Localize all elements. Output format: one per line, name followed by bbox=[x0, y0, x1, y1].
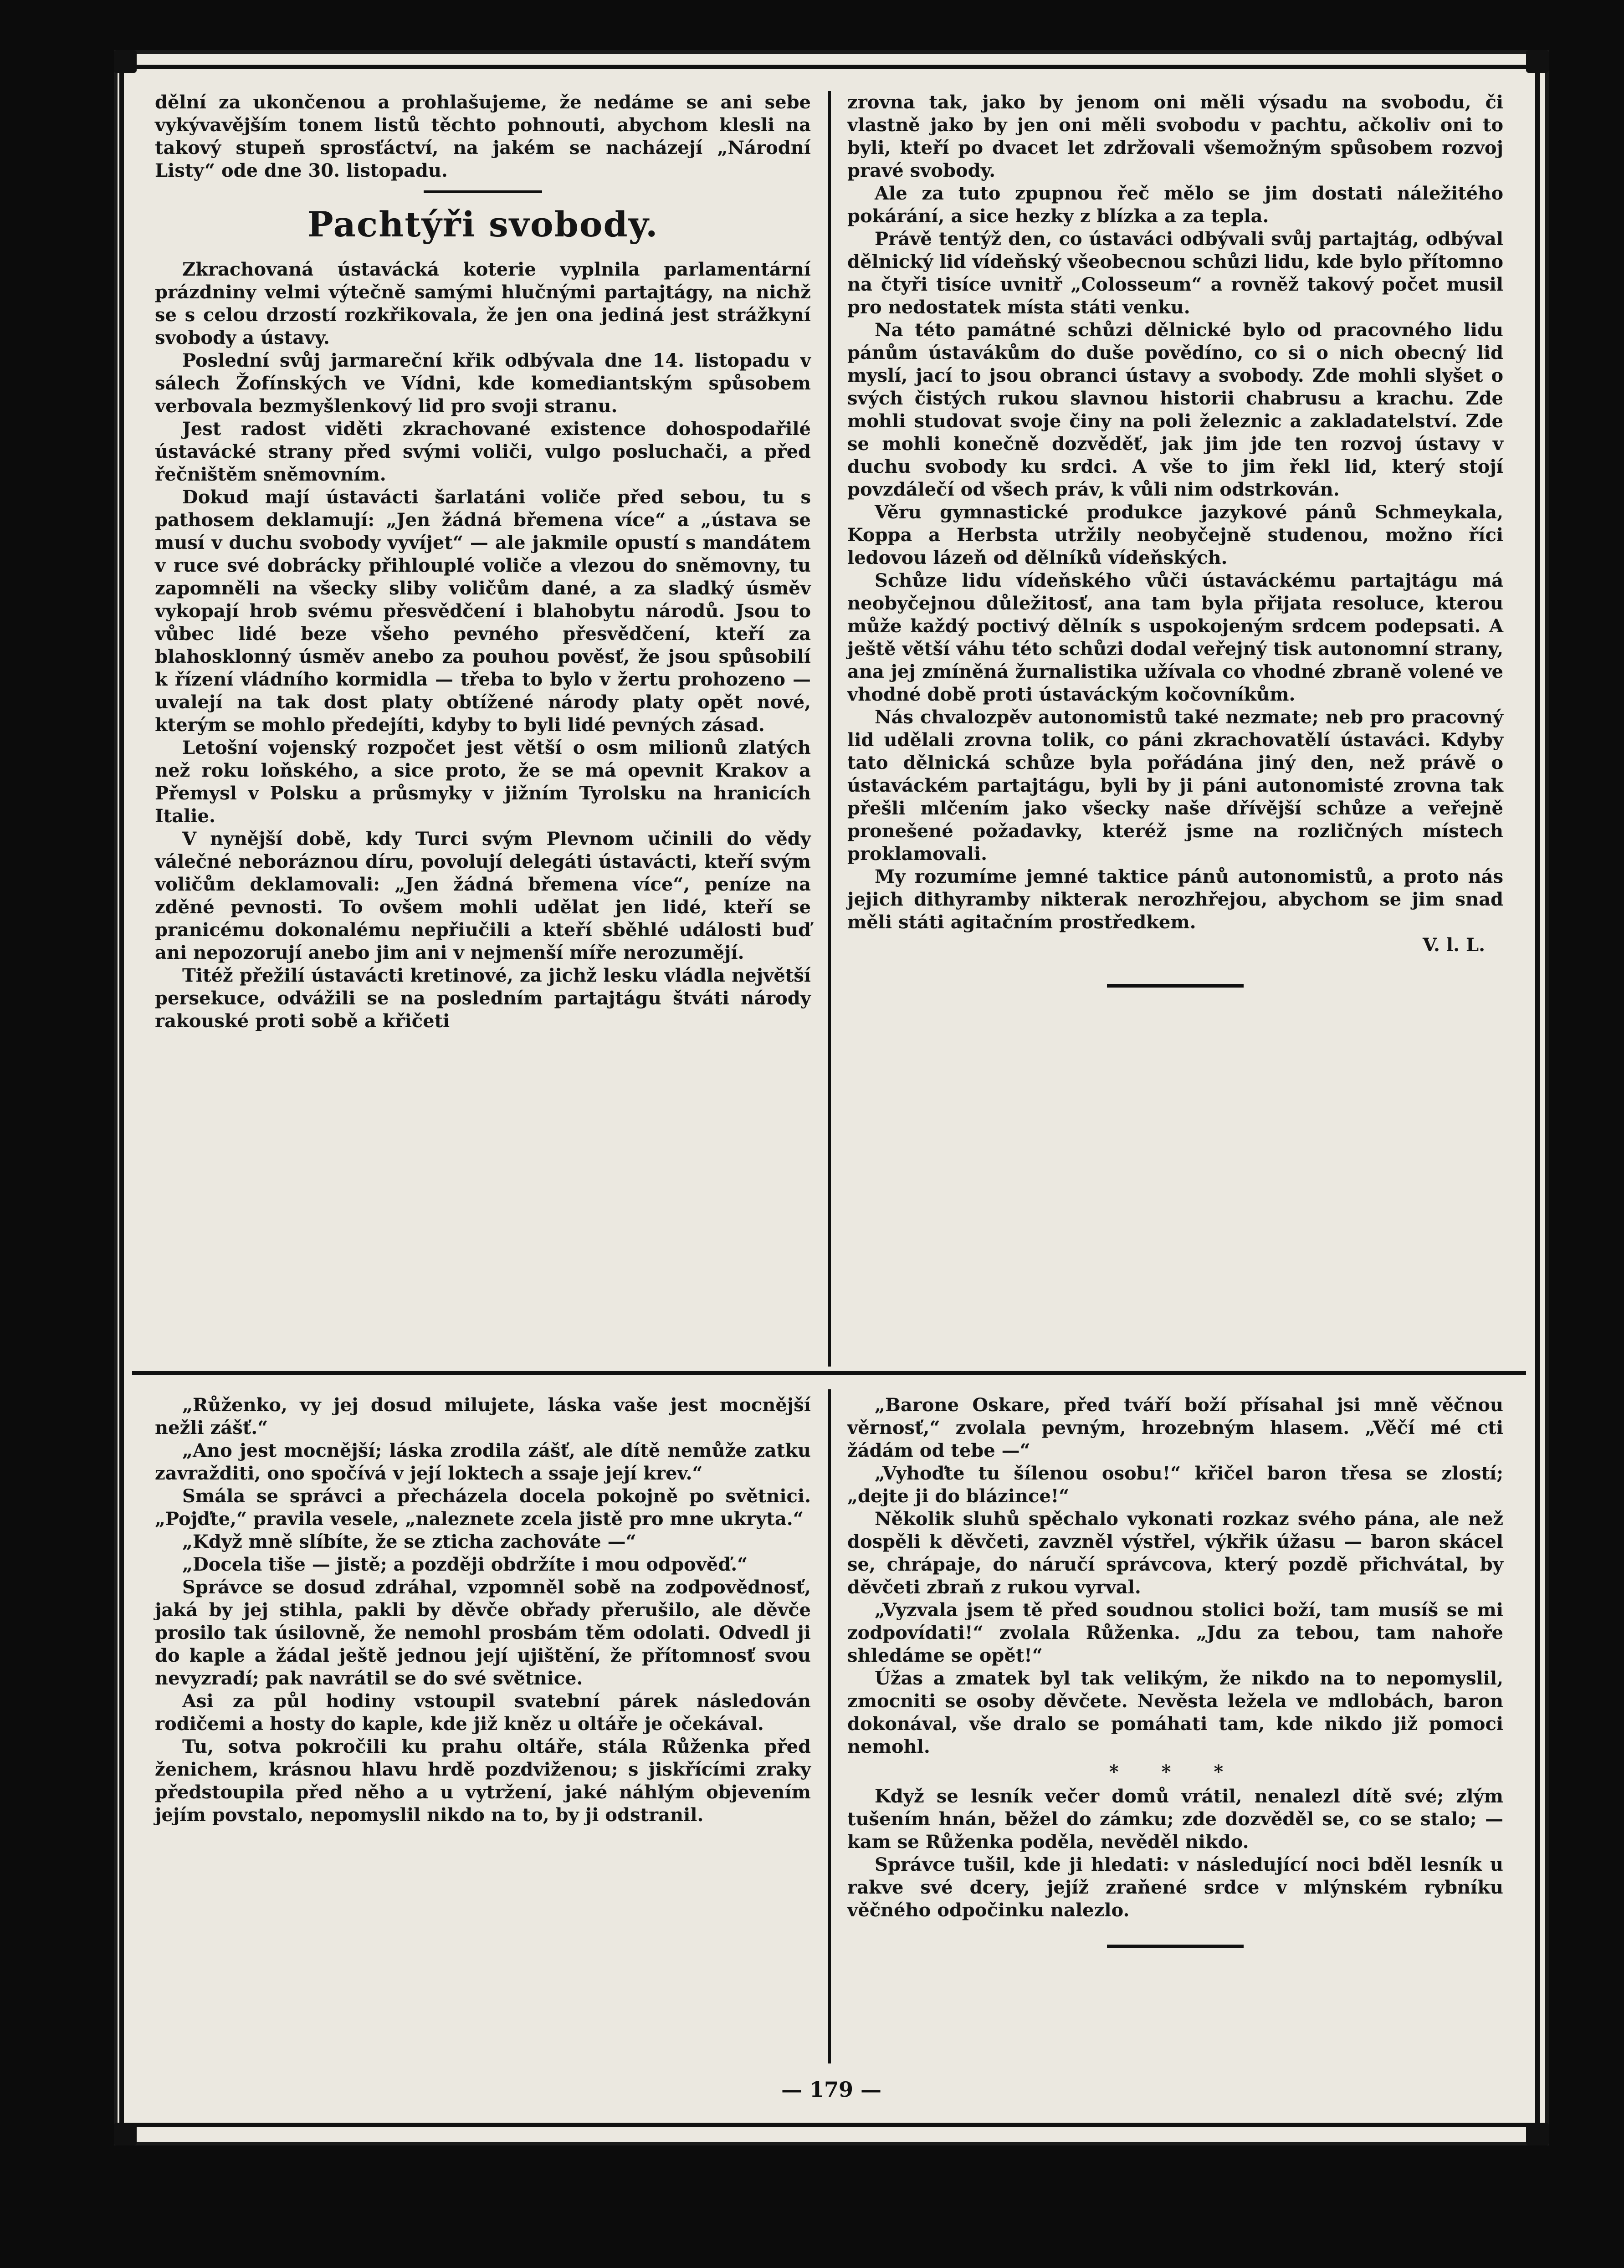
article-paragraph: Letošní vojenský rozpočet jest větší o osm milionů zlatých než roku loňského, a sice proto, že se má opevnit Krakov a Přemysl v Polsku a průsmyky v jižním Tyrolsku na hranicích Italie. bbox=[155, 737, 811, 827]
story-paragraph: Správce se dosud zdráhal, vzpomněl sobě na zodpovědnosť, jaká by jej stihla, pakli by děvče obřady přerušilo, ale děvče prosilo tak úsilovně, že nemohl prosbám těm odolati. Odvedl ji do kaple a žádal ještě jednou její ujištění, že přítomnosť svou nevyzradí; pak navrátil se do své světnice. bbox=[155, 1577, 811, 1689]
story-paragraph: Tu, sotva pokročili ku prahu oltáře, stála Růženka před ženichem, krásnou hlavu hrdě pozdviženou; s jiskřícími zraky předstoupila před něho a u vytržení, jaké náhlým objevením jejím povstalo, nepomyslil nikdo na to, by ji odstranil. bbox=[155, 1736, 811, 1826]
corner-ornament bbox=[114, 50, 137, 73]
article-paragraph: Dokud mají ústavácti šarlatáni voliče před sebou, tu s pathosem deklamují: „Jen žádná břemena více“ a „ústava se musí v duchu svobody vyvíjet“ — ale jakmile opustí s mandátem v ruce své dobrácky přihlouplé voliče a vlezou do sněmovny, tu zapomněli na všecky sliby voličům dané, a za sladký úsměv vykopají hrob svému přesvědčení i blahobytu národů. Jsou to vůbec lidé beze všeho pevného přesvědčení, kteří za blahosklonný úsměv anebo za pouhou pověsť, že jsou spůsobilí k řízení vládního kormidla — třeba to bylo v žertu prohozeno — uvalejí na tak dost platy obtížené národy platy opět nové, kterým se mohlo předejíti, kdyby to byli lidé pevných zásad. bbox=[155, 486, 811, 736]
corner-ornament bbox=[114, 2123, 137, 2145]
column-divider-top bbox=[828, 91, 831, 1367]
article-paragraph: Věru gymnastické produkce jazykové pánů Schmeykala, Koppa a Herbsta utržily neobyčejně studenou, možno říci ledovou lázeň od dělníků vídeňských. bbox=[847, 502, 1503, 568]
column-bottom-right bbox=[847, 1394, 1503, 1948]
article-paragraph: Zkrachovaná ústavácká koterie vyplnila parlamentární prázdniny velmi výtečně samými hlučnými partajtágy, na nichž se s celou drzostí rozkřikovala, že jen ona jediná jest strážkyní svobody a ústavy. bbox=[155, 259, 811, 348]
article-paragraph: My rozumíme jemné taktice pánů autonomistů, a proto nás jejich dithyramby nikterak nerozhřejou, abychom se jim snad měli státi agitačním prostředkem. bbox=[847, 866, 1503, 933]
corner-ornament bbox=[1526, 2123, 1549, 2145]
story-paragraph: „Růženko, vy jej dosud milujete, láska vaše jest mocnější nežli zášť.“ bbox=[155, 1394, 811, 1439]
story-paragraph: „Ano jest mocnější; láska zrodila zášť, ale dítě nemůže zatku zavražditi, ono spočívá v její loktech a ssaje její krev.“ bbox=[155, 1440, 811, 1484]
story-paragraph: „Barone Oskare, před tváří boží přísahal jsi mně věčnou věrnosť,“ zvolala pevným, hrozebným hlasem. „Věčí mé cti žádám od tebe —“ bbox=[847, 1394, 1503, 1461]
newspaper-page bbox=[114, 50, 1549, 2145]
story-paragraph: „Když mně slíbíte, že se zticha zachováte —“ bbox=[182, 1531, 636, 1552]
column-top-right bbox=[847, 91, 1503, 988]
section-stars: * * * bbox=[1109, 1761, 1242, 1782]
section-divider bbox=[132, 1371, 1526, 1375]
article-headline: Pachtýři svobody. bbox=[307, 204, 659, 245]
story-paragraph: Několik sluhů spěchalo vykonati rozkaz svého pána, ale než dospěli k děvčeti, zavzněl výstřel, výkřik úžasu — baron skácel se, chrápaje, do náručí správcova, který pozdě přichvátal, by děvčeti zbraň z rukou vyrval. bbox=[847, 1508, 1503, 1598]
end-rule bbox=[1107, 984, 1244, 988]
page-number: — 179 — bbox=[781, 2077, 882, 2102]
story-paragraph: Smála se správci a přecházela docela pokojně po světnici. „Pojďte,“ pravila vesele, „naleznete zcela jistě pro mne ukryta.“ bbox=[155, 1485, 811, 1530]
article-paragraph: Na této památné schůzi dělnické bylo od pracovného lidu pánům ústavákům do duše povědíno, co si o nich obecný lid myslí, jací to jsou obranci ústavy a svobody. Zde mohli slyšet o svých čistých rukou slavnou historii chabrusu a krachu. Zde mohli studovat svoje činy na poli železnic a zakladatelství. Zde se mohli konečně dozvěděť, jak jim jde ten rozvoj ústavy v duchu svobody ku srdci. A vše to jim řekl lid, který stojí povzdálečí od všech práv, k vůli nim odstrkován. bbox=[847, 319, 1503, 500]
story-paragraph: „Vyhoďte tu šílenou osobu!“ křičel baron třesa se zlostí; „dejte ji do blázince!“ bbox=[847, 1463, 1503, 1507]
continued-paragraph: dělní za ukončenou a prohlašujeme, že nedáme se ani sebe vykývavějším tonem listů těchto pohnouti, abychom klesli na takový stupeň sprosťáctví, na jakém se nacházejí „Národní Listy“ ode dne 30. listopadu. bbox=[155, 92, 811, 181]
article-paragraph: Jest radost viděti zkrachované existence dohospodařilé ústavácké strany před svými voliči, vulgo posluchači, a před řečništěm sněmovním. bbox=[155, 418, 811, 485]
column-top-left bbox=[155, 91, 811, 1033]
article-paragraph: Poslední svůj jarmareční křik odbývala dne 14. listopadu v sálech Žofínských ve Vídni, kde komediantským spůsobem verbovala bezmyšlenkový lid pro svoji stranu. bbox=[155, 350, 811, 417]
column-divider-bottom bbox=[828, 1389, 831, 2063]
headline-rule bbox=[424, 190, 542, 193]
story-paragraph: Když se lesník večer domů vrátil, nenalezl dítě své; zlým tušením hnán, běžel do zámku; zde dozvěděl se, co se stalo; — kam se Růženka poděla, nevěděl nikdo. bbox=[847, 1786, 1503, 1853]
story-paragraph: Správce tušil, kde ji hledati: v následující noci bděl lesník u rakve své dcery, jejíž zraňené srdce v mlýnském rybníku věčného odpočinku nalezlo. bbox=[847, 1854, 1503, 1921]
article-paragraph: Právě tentýž den, co ústaváci odbývali svůj partajtág, odbýval dělnický lid vídeňský všeobecnou schůzi lidu, kde bylo přítomno na čtyři tisíce uvnitř „Colosseum“ a rovněž takový počet musil pro nedostatek místa státi venku. bbox=[847, 228, 1503, 318]
article-signature: V. l. L. bbox=[1423, 934, 1485, 956]
article-paragraph: Nás chvalozpěv autonomistů také nezmate; neb pro pracovný lid udělali zrovna tolik, co páni zkrachovatělí ústaváci. Kdyby tato dělnická schůze byla pořádána jiný den, než právě o ústaváckém partajtágu, byli by ji páni autonomisté zrovna tak přešli mlčením jako všecky naše dřívější schůze a veřejně pronešené požadavky, kteréž jsme na rozličných místech proklamovali. bbox=[847, 707, 1503, 865]
article-paragraph: zrovna tak, jako by jenom oni měli výsadu na svobodu, či vlastně jako by jen oni měli svobodu v pachtu, ačkoliv oni to byli, kteří po dvacet let zdržovali všemožným spůsobem rozvoj pravé svobody. bbox=[847, 92, 1503, 181]
column-bottom-left bbox=[155, 1394, 811, 1827]
article-paragraph: V nynější době, kdy Turci svým Plevnom učinili do vědy válečné neboráznou díru, povolují delegáti ústavácti, kteří svým voličům deklamovali: „Jen žádná břemena více“, peníze na zděné pevnosti. To ovšem mohli udělat jen lidé, kteří se pranicému dokonalému nepřiučili a kteří sběhlé události buď ani nepozorují anebo jim ani v nejmenší míře nerozumějí. bbox=[155, 828, 811, 963]
article-paragraph: Ale za tuto zpupnou řeč mělo se jim dostati náležitého pokárání, a sice hezky z blízka a za tepla. bbox=[847, 183, 1503, 227]
story-paragraph: „Docela tiše — jistě; a později obdržíte i mou odpověď.“ bbox=[182, 1554, 748, 1575]
story-paragraph: Úžas a zmatek byl tak velikým, že nikdo na to nepomyslil, zmocniti se osoby děvčete. Nevěsta ležela ve mdlobách, baron dokonával, vše dralo se pomáhati tam, kde nikdo již pomoci nemohl. bbox=[847, 1668, 1503, 1757]
story-paragraph: „Vyzvala jsem tě před soudnou stolici boží, tam musíš se mi zodpovídati!“ zvolala Růženka. „Jdu za tebou, tam nahoře shledáme se opět!“ bbox=[847, 1599, 1503, 1666]
end-rule bbox=[1107, 1945, 1244, 1948]
corner-ornament bbox=[1526, 50, 1549, 73]
article-paragraph: Schůze lidu vídeňského vůči ústaváckému partajtágu má neobyčejnou důležitosť, ana tam byla přijata resoluce, kterou může každý poctivý dělník s uspokojeným srdcem podepsati. A ještě větší váhu této schůzi dodal veřejný tisk autonomní strany, ana jej zmíněná žurnalistika užívala co vhodné zbraně volené ve vhodné době proti ústaváckým kočovníkům. bbox=[847, 570, 1503, 705]
story-paragraph: Asi za půl hodiny vstoupil svatební párek následován rodičemi a hosty do kaple, kde již kněz u oltáře je očekával. bbox=[155, 1690, 811, 1735]
article-paragraph: Titéž přežilí ústavácti kretinové, za jichž lesku vládla největší persekuce, odvážili se na posledním partajtágu štváti národy rakouské proti sobě a křičeti bbox=[155, 965, 811, 1032]
